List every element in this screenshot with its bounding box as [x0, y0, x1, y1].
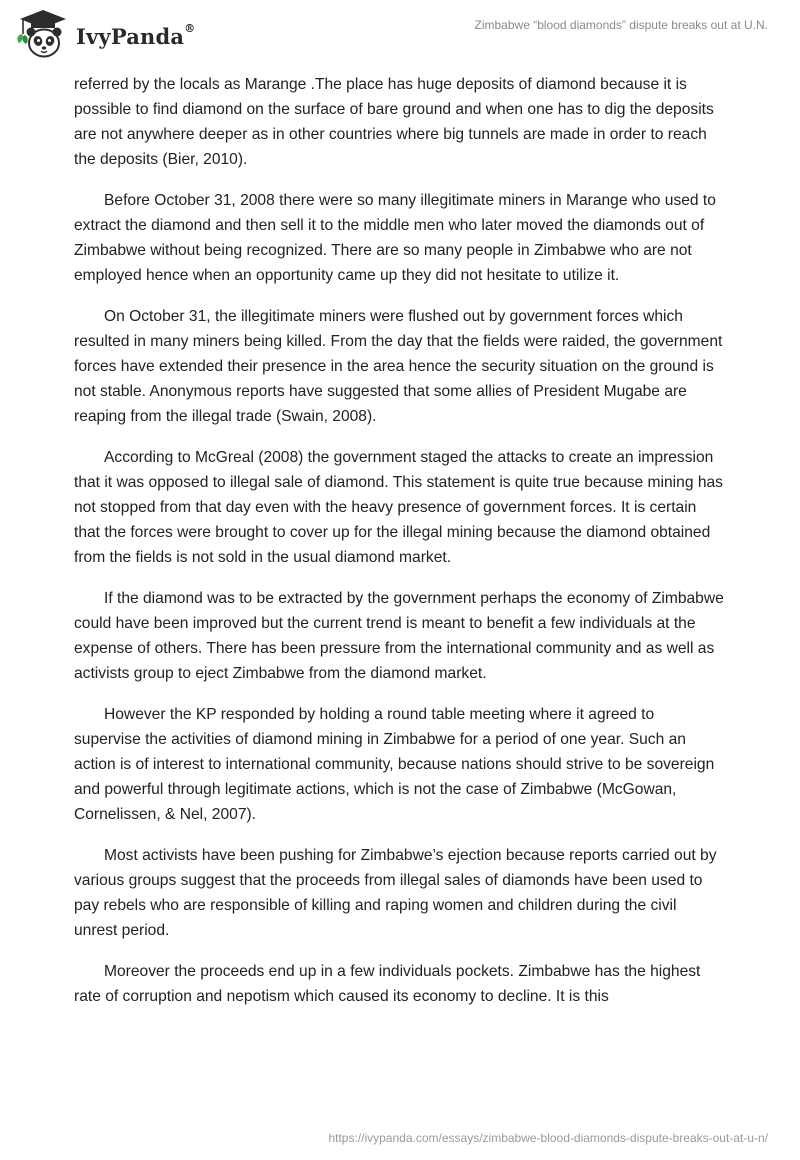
paragraph: According to McGreal (2008) the government staged the attacks to create an impression that it was opposed to illegal sale of diamond. This statement is quite true because mining has not stopped from that day even with the heavy presence of government forces. It is certain that the forces were brought to cover up for the illegal mining because the diamond obtained from the fields is not sold in the usual diamond market. — [74, 449, 723, 566]
paragraph: However the KP responded by holding a round table meeting where it agreed to supervise the activities of diamond mining in Zimbabwe for a period of one year. Such an action is of interest to international community, because nations should strive to be sovereign and powerful through legitimate actions, which is not the case of Zimbabwe (McGowan, Cornelissen, & Nel, 2007). — [74, 706, 715, 823]
registered-mark: ® — [184, 21, 196, 35]
brand-name — [76, 21, 196, 49]
paragraph: Most activists have been pushing for Zimbabwe’s ejection because reports carried out by various groups suggest that the proceeds from illegal sales of diamonds have been used to pay rebels who are responsible of killing and raping women and children during the civil unrest period. — [74, 847, 717, 939]
ivypanda-logo[interactable] — [14, 8, 195, 60]
panda-graduate-icon — [14, 8, 72, 60]
page-header — [0, 0, 800, 70]
source-url[interactable]: https://ivypanda.com/essays/zimbabwe-blood-diamonds-dispute-breaks-out-at-u-n/ — [328, 1131, 768, 1145]
essay-body — [74, 72, 724, 1025]
paragraph: If the diamond was to be extracted by the government perhaps the economy of Zimbabwe could have been improved but the current trend is meant to benefit a few individuals at the expense of others. There has been pressure from the international community and as well as activists group to eject Zimbabwe from the diamond market. — [74, 590, 724, 682]
paragraph: Moreover the proceeds end up in a few individuals pockets. Zimbabwe has the highest rate of corruption and nepotism which caused its economy to decline. It is this — [74, 963, 701, 1005]
paragraph: Before October 31, 2008 there were so many illegitimate miners in Marange who used to extract the diamond and then sell it to the middle men who later moved the diamonds out of Zimbabwe without being recognized. There are so many people in Zimbabwe who are not employed hence when an opportunity came up they did not hesitate to utilize it. — [74, 192, 716, 284]
paragraph: referred by the locals as Marange .The place has huge deposits of diamond because it is possible to find diamond on the surface of bare ground and when one has to dig the deposits are not anywhere deeper as in other countries where big tunnels are made in order to reach the deposits (Bier, 2010). — [74, 76, 714, 168]
brand-name-text: IvyPanda — [76, 23, 185, 49]
essay-title: Zimbabwe “blood diamonds” dispute breaks out at U.N. — [474, 18, 768, 32]
paragraph: On October 31, the illegitimate miners were flushed out by government forces which resulted in many miners being killed. From the day that the fields were raided, the government forces have extended their presence in the area hence the security situation on the ground is not stable. Anonymous reports have suggested that some allies of President Mugabe are reaping from the illegal trade (Swain, 2008). — [74, 308, 723, 425]
